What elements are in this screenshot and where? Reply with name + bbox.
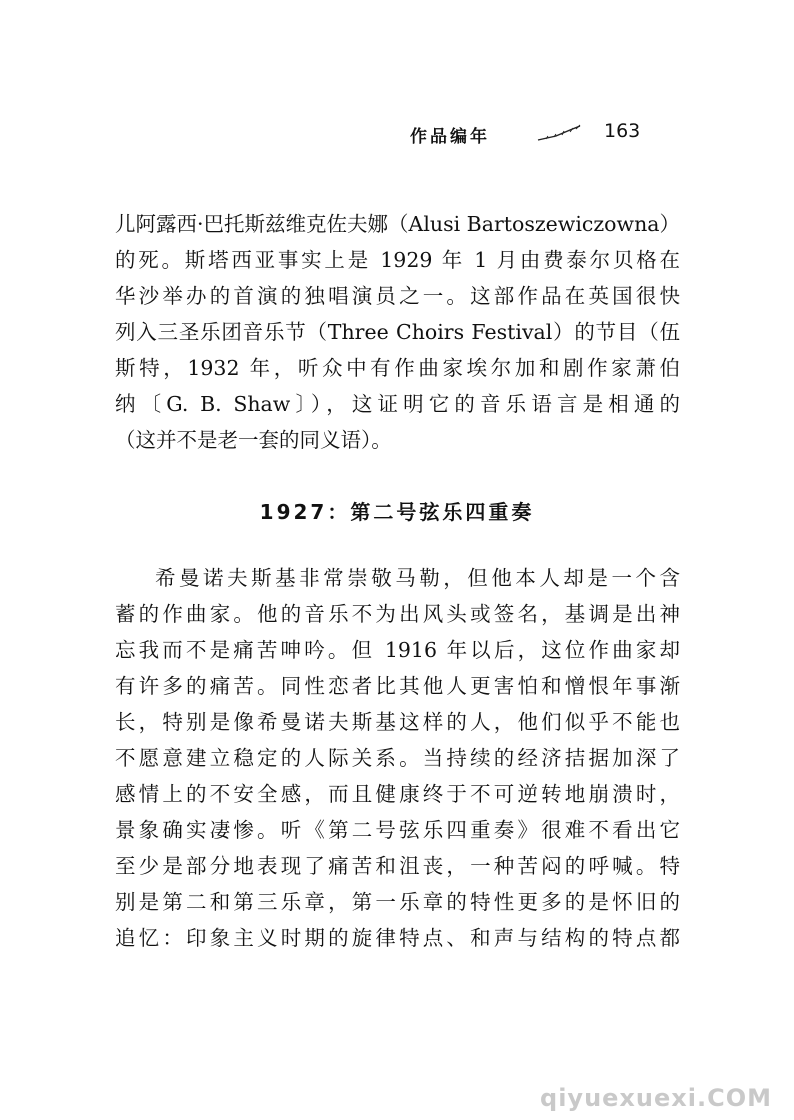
header-ornament (536, 124, 584, 142)
text-line: 希曼诺夫斯基非常崇敬马勒，但他本人却是一个含 (155, 566, 680, 590)
text-line: （这并不是老一套的同义语）。 (115, 428, 392, 452)
section-heading: 1927：第二号弦乐四重奏 (259, 500, 535, 524)
text-line: 别是第二和第三乐章，第一乐章的特性更多的是怀旧的 (115, 890, 680, 914)
text-line: 长，特别是像希曼诺夫斯基这样的人，他们似乎不能也 (115, 710, 680, 734)
text-line: 至少是部分地表现了痛苦和沮丧，一种苦闷的呼喊。特 (115, 854, 680, 878)
text-line: 感情上的不安全感，而且健康终于不可逆转地崩溃时， (115, 782, 680, 806)
text-line: 的死。斯塔西亚事实上是 1929 年 1 月由费泰尔贝格在 (115, 248, 680, 272)
text-line: 景象确实凄惨。听《第二号弦乐四重奏》很难不看出它 (115, 818, 680, 842)
text-line: 纳〔G. B. Shaw〕），这证明它的音乐语言是相通的 (115, 392, 680, 416)
text-line: 华沙举办的首演的独唱演员之一。这部作品在英国很快 (115, 284, 680, 308)
paragraph-1 (115, 206, 680, 458)
site-watermark: qiyuexuexi.COM (540, 1084, 772, 1112)
page-header (410, 122, 670, 152)
text-line: 忘我而不是痛苦呻吟。但 1916 年以后，这位作曲家却 (115, 638, 680, 662)
text-line: 追忆：印象主义时期的旋律特点、和声与结构的特点都 (115, 926, 680, 950)
paragraph-2 (115, 560, 680, 956)
text-line: 列入三圣乐团音乐节（Three Choirs Festival）的节目（伍 (115, 320, 680, 344)
page-number: 163 (604, 120, 641, 142)
text-line: 蓄的作曲家。他的音乐不为出风头或签名，基调是出神 (115, 602, 680, 626)
running-title: 作品编年 (410, 127, 490, 147)
text-line: 有许多的痛苦。同性恋者比其他人更害怕和憎恨年事渐 (115, 674, 680, 698)
text-line: 不愿意建立稳定的人际关系。当持续的经济拮据加深了 (115, 746, 680, 770)
text-line: 儿阿露西·巴托斯兹维克佐夫娜（Alusi Bartoszewiczowna） (115, 212, 680, 236)
text-line: 斯特，1932 年，听众中有作曲家埃尔加和剧作家萧伯 (115, 356, 680, 380)
